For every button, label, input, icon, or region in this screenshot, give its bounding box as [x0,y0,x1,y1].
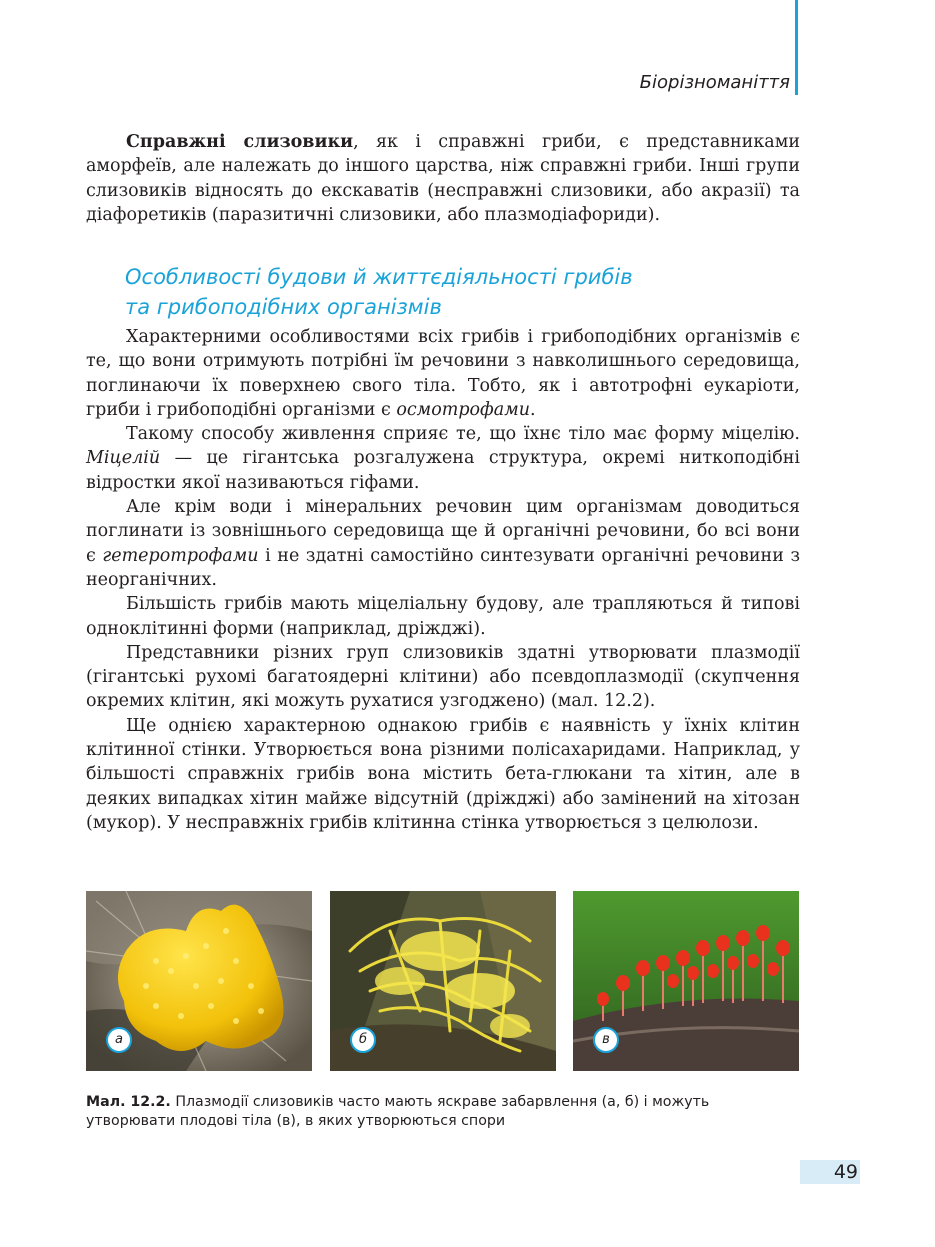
page-number-text: 49 [833,1161,858,1183]
section-title-line1: Особливості будови й життєдіяльності грибів [125,265,633,289]
header-accent-line [795,0,798,95]
running-head: Біорізноманіття [639,72,790,93]
section-title [125,262,805,322]
main-text [86,325,800,835]
section-title-line2: та грибоподібних організмів [125,295,442,319]
paragraph-2-start: Такому способу живлення сприяє те, що їхнє тіло має форму міцелію. [126,424,800,445]
photo-b-badge: б [350,1027,376,1053]
paragraph-3 [86,495,800,592]
photo-c [573,891,799,1071]
figure-photos [0,891,935,1071]
intro-bold-term: Справжні слизовики [126,132,354,152]
paragraph-3-end: і не здатні самостійно синтезувати органічні речовини з неорганічних. [86,545,800,590]
paragraph-5: Представники різних груп слизовиків здатні утворювати плазмодії (гігантські рухомі багатоядерні клітини) або псевдоплазмодії (скупчення окремих клітин, які можуть рухатися узгоджено) (мал. 12.2). [86,642,800,712]
caption-label: Мал. 12.2. [86,1094,171,1110]
photo-a [86,891,312,1071]
paragraph-2-end: — це гігантська розгалужена структура, окремі ниткоподібні відростки якої називаються гіфами. [86,448,800,493]
paragraph-1-end: . [529,399,536,420]
figure-caption [86,1093,800,1131]
paragraph-3-start: Але крім води і мінеральних речовин цим організмам доводиться поглинати із зовнішнього середовища ще й органічні речовини, бо всі вони є [86,497,800,566]
term-heterotrophs: гетеротрофами [102,545,259,566]
paragraph-6: Ще однією характерною однакою грибів є наявність у їхніх клітин клітинної стінки. Утворюється вона різними полісахаридами. Наприклад, у більшості справжніх грибів вона містить бета-глюкани та хітин, але в деяких випадках хітин майже відсутній (дріжджі) або замінений на хітозан (мукор). У несправжніх грибів клітинна стінка утворюється з целюлози. [86,715,800,833]
term-mycelium: Міцелій [86,448,161,469]
page-number [800,1160,860,1184]
paragraph-1 [86,325,800,422]
caption-text: Плазмодії слизовиків часто мають яскраве забарвлення (а, б) і можуть утворювати плодові тіла (в), в яких утворюються спори [86,1094,710,1129]
photo-a-badge: а [106,1027,132,1053]
term-osmotrophs: осмотрофами [396,399,530,420]
photo-b [330,891,556,1071]
intro-text: , як і справжні гриби, є представниками аморфеїв, але належать до іншого царства, ніж справжні гриби. Інші групи слизовиків відносять до екскаватів (несправжні слизовики, або акразії) та діафоретиків (паразитичні слизовики, або плазмодіафориди). [86,132,800,225]
intro-paragraph [86,130,800,227]
paragraph-4: Більшість грибів мають міцеліальну будову, але трапляються й типові одноклітинні форми (наприклад, дріжджі). [86,594,800,639]
photo-c-badge: в [593,1027,619,1053]
paragraph-2 [86,422,800,495]
paragraph-1-text: Характерними особливостями всіх грибів і грибоподібних організмів є те, що вони отримують потрібні їм речовини з навколишнього середовища, поглинаючи їх поверхнею свого тіла. Тобто, як і автотрофні еукаріоти, гриби і грибоподібні організми є [86,327,800,420]
